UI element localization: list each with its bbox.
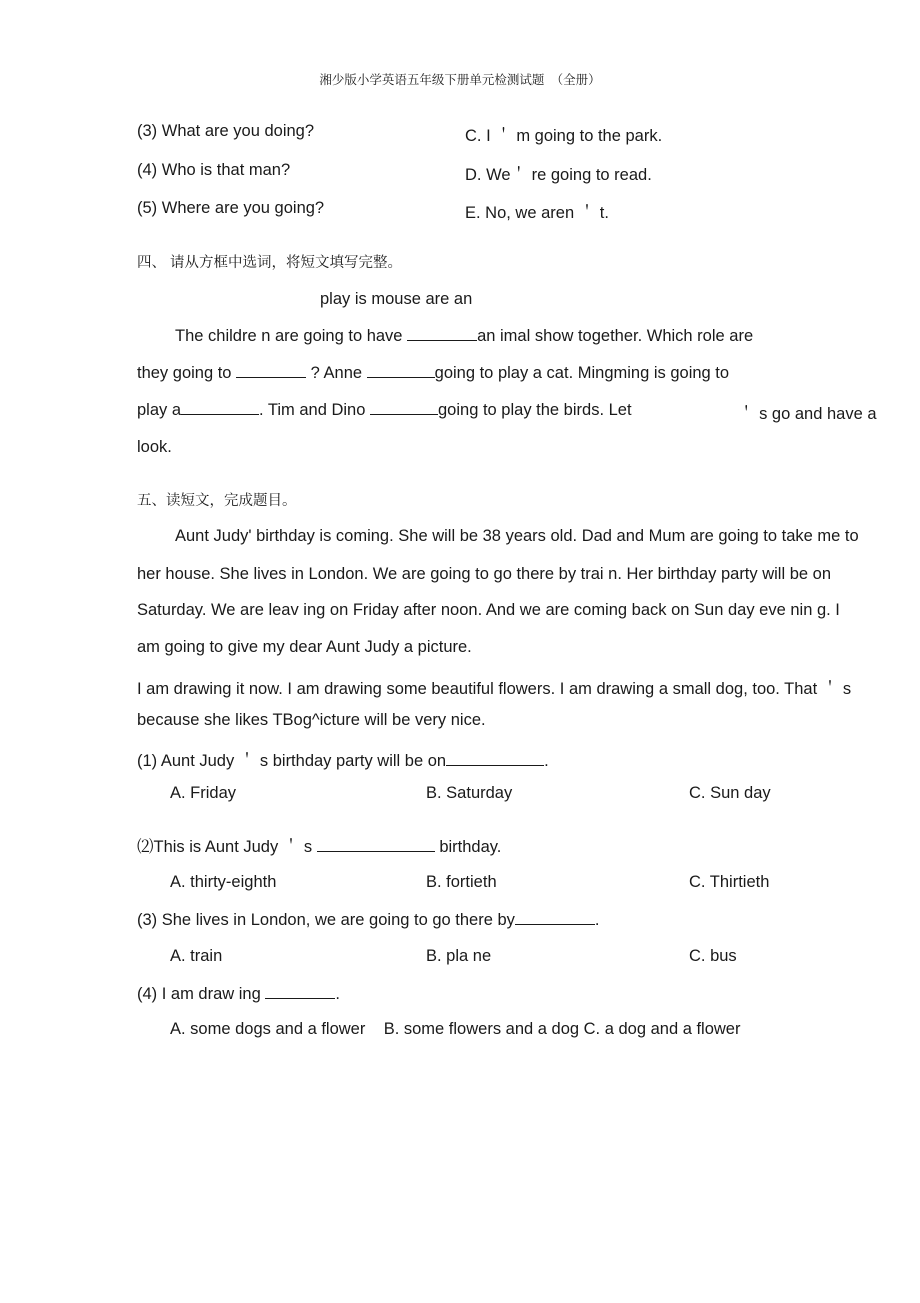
- matching-question-4: (4) Who is that man?: [137, 161, 291, 179]
- question-number: ⑵: [137, 838, 154, 856]
- cloze-text: . Tim and Dino: [259, 401, 370, 419]
- passage-line-1: Aunt Judy' birthday is coming. She will be 38 years old. Dad and Mum are going to take me to: [175, 527, 859, 545]
- question-stem: This is Aunt Judy ＇ s: [153, 838, 317, 856]
- matching-answer-d: D. We＇ re going to read.: [465, 166, 652, 184]
- q2-option-a[interactable]: A. thirty-eighth: [170, 873, 277, 891]
- question-1: [137, 747, 549, 771]
- q1-option-c[interactable]: C. Sun day: [689, 784, 771, 802]
- q3-option-b[interactable]: B. pla ne: [426, 947, 492, 965]
- answer-blank-4[interactable]: [265, 984, 335, 999]
- cloze-text: an imal show together. Which role are: [477, 327, 754, 345]
- blank-2[interactable]: [236, 363, 306, 378]
- q2-option-b[interactable]: B. fortieth: [426, 873, 497, 891]
- page-header: 湘少版小学英语五年级下册单元检测试题 （全册）: [319, 73, 601, 87]
- q3-option-a[interactable]: A. train: [170, 947, 223, 965]
- question-2: [137, 833, 501, 857]
- q1-option-a[interactable]: A. Friday: [170, 784, 237, 802]
- cloze-text: ? Anne: [306, 364, 367, 382]
- word-box: play is mouse are an: [320, 290, 473, 308]
- question-3: [137, 910, 600, 930]
- matching-question-5: (5) Where are you going?: [137, 199, 325, 217]
- question-stem: (3) She lives in London, we are going to go there by: [137, 911, 515, 929]
- cloze-line-2: [137, 363, 729, 383]
- blank-5[interactable]: [370, 400, 438, 415]
- passage-line-5: I am drawing it now. I am drawing some beautiful flowers. I am drawing a small dog, too. That ＇ s: [137, 680, 852, 698]
- cloze-line-4: look.: [137, 438, 172, 456]
- blank-3[interactable]: [367, 363, 435, 378]
- answer-blank-3[interactable]: [515, 910, 595, 925]
- question-stem-end: .: [594, 911, 600, 929]
- passage-line-3: Saturday. We are leav ing on Friday after noon. And we are coming back on Sun day eve nin g. I: [137, 601, 840, 619]
- cloze-text: they going to: [137, 364, 237, 382]
- question-4: [137, 984, 340, 1004]
- q3-option-c[interactable]: C. bus: [689, 947, 737, 965]
- cloze-text: play a: [137, 401, 182, 419]
- question-stem-end: .: [335, 985, 340, 1003]
- question-stem: (4) I am draw ing: [137, 985, 266, 1003]
- question-stem: (1) Aunt Judy ＇ s birthday party will be on: [137, 752, 447, 770]
- answer-blank-1[interactable]: [446, 751, 544, 766]
- section-4-title: 四、 请从方框中选词，将短文填写完整。: [137, 255, 403, 271]
- blank-1[interactable]: [407, 326, 477, 341]
- passage-line-4: am going to give my dear Aunt Judy a picture.: [137, 638, 472, 656]
- answer-blank-2[interactable]: [317, 837, 435, 852]
- section-5-title: 五、读短文，完成题目。: [137, 493, 297, 509]
- question-stem-end: .: [544, 752, 549, 770]
- cloze-line-3: [137, 400, 632, 420]
- cloze-line-3-end: ＇ s go and have a: [738, 405, 877, 423]
- matching-question-3: (3) What are you doing?: [137, 122, 315, 140]
- cloze-line-1: [175, 326, 753, 346]
- matching-answer-c: C. I ＇ m going to the park.: [465, 127, 663, 145]
- q4-options[interactable]: A. some dogs and a flower B. some flowers and a dog C. a dog and a flower: [170, 1020, 741, 1038]
- q1-option-b[interactable]: B. Saturday: [426, 784, 513, 802]
- passage-line-2: her house. She lives in London. We are going to go there by trai n. Her birthday party will be on: [137, 565, 832, 583]
- cloze-text: going to play a cat. Mingming is going to: [434, 364, 730, 382]
- blank-4[interactable]: [181, 400, 259, 415]
- matching-answer-e: E. No, we aren ＇ t.: [465, 204, 609, 222]
- q2-option-c[interactable]: C. Thirtieth: [689, 873, 770, 891]
- cloze-text: The childre n are going to have: [175, 327, 408, 345]
- passage-line-6: because she likes TBog^icture will be very nice.: [137, 711, 486, 729]
- cloze-text: going to play the birds. Let: [438, 401, 632, 419]
- question-stem-end: birthday.: [434, 838, 502, 856]
